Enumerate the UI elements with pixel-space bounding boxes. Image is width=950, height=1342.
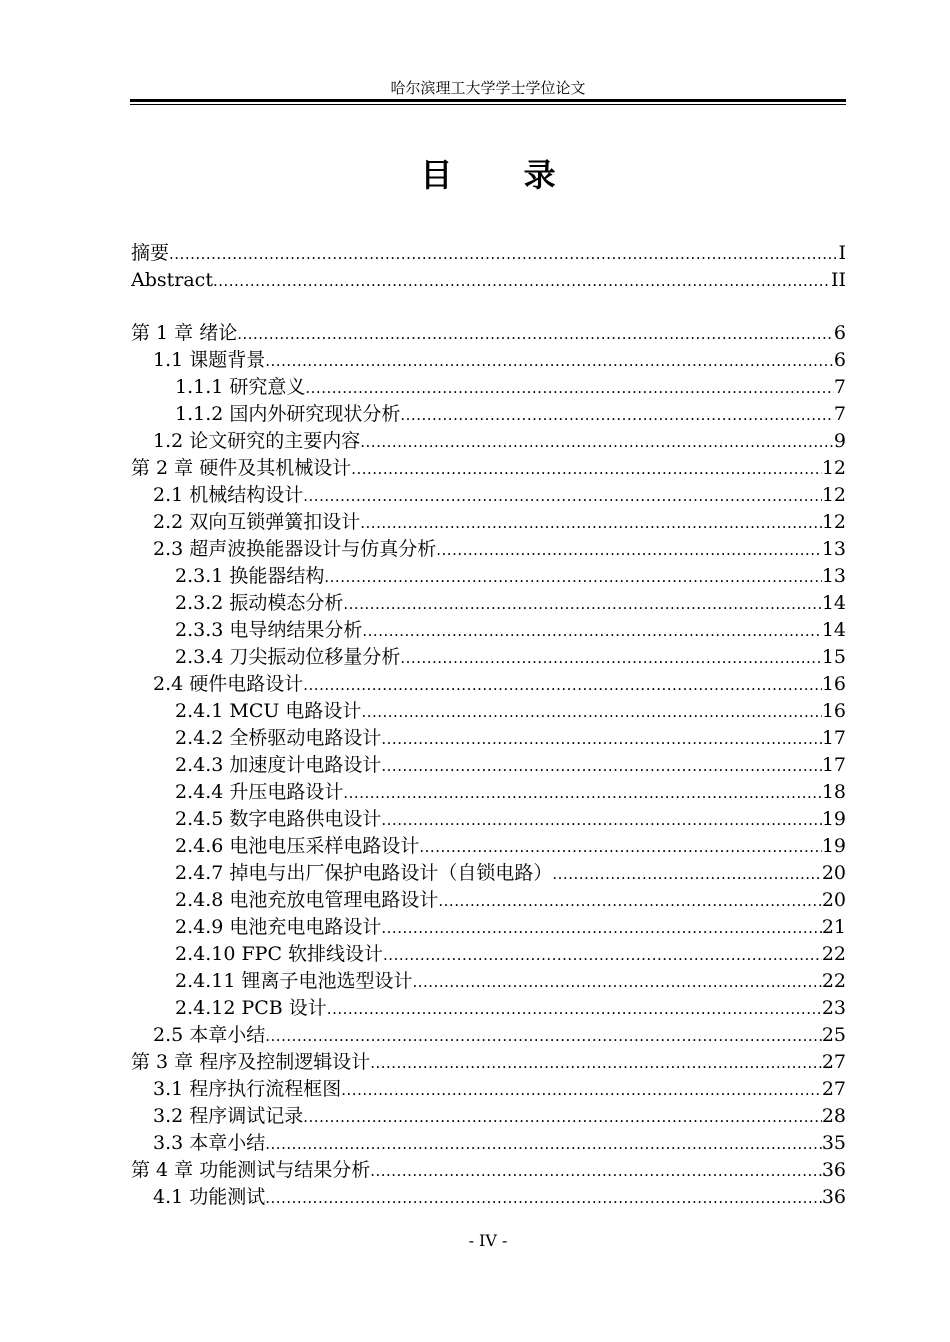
toc-entry-page: 19 [821,808,846,830]
toc-entry-page: 17 [821,727,846,749]
toc-dot-leader [265,1185,822,1211]
toc-entry[interactable] [131,887,846,914]
toc-entry[interactable] [131,240,846,267]
toc-entry[interactable] [131,725,846,752]
toc-entry[interactable] [131,968,846,995]
toc-entry[interactable] [131,779,846,806]
toc-entry-page: II [830,269,846,291]
toc-entry[interactable] [131,617,846,644]
toc-entry-label: 2.3.3 电导纳结果分析 [175,619,363,641]
toc-dot-leader [265,1023,822,1049]
toc-entry-page: 35 [821,1132,846,1154]
toc-entry-label: 2.4.2 全桥驱动电路设计 [175,727,382,749]
toc-entry[interactable] [131,1022,846,1049]
toc-entry-page: 19 [821,835,846,857]
toc-entry-label: 3.2 程序调试记录 [153,1105,304,1127]
toc-entry[interactable] [131,698,846,725]
toc-dot-leader [360,510,822,536]
toc-entry[interactable] [131,320,846,347]
toc-entry[interactable] [131,428,846,455]
toc-dot-leader [383,942,822,968]
toc-entry[interactable] [131,752,846,779]
toc-dot-leader [381,753,821,779]
toc-entry-page: 16 [821,673,846,695]
toc-entry-page: 14 [821,592,846,614]
toc-entry-label: 4.1 功能测试 [153,1186,266,1208]
toc-dot-leader [400,645,821,671]
toc-entry-label: 2.4.11 锂离子电池选型设计 [175,970,413,992]
page-header: 哈尔滨理工大学学士学位论文 [390,79,586,97]
toc-gap [131,294,846,320]
toc-entry[interactable] [131,1076,846,1103]
toc-dot-leader [419,834,821,860]
toc-dot-leader [265,348,834,374]
toc-entry-page: 13 [821,538,846,560]
toc-entry-label: 2.4.7 掉电与出厂保护电路设计（自锁电路） [175,862,553,884]
toc-entry-label: 2.4.12 PCB 设计 [175,997,327,1019]
toc-dot-leader [381,915,821,941]
toc-entry-page: 16 [821,700,846,722]
toc-dot-leader [213,268,831,294]
toc-entry-label: 摘要 [131,242,170,264]
toc-entry[interactable] [131,1049,846,1076]
toc-entry-page: 20 [821,862,846,884]
toc-entry-page: 18 [821,781,846,803]
toc-entry[interactable] [131,563,846,590]
toc-entry-page: 36 [821,1159,846,1181]
toc-entry[interactable] [131,1157,846,1184]
toc-entry-label: 2.3.2 振动模态分析 [175,592,344,614]
toc-dot-leader [400,402,834,428]
toc-entry-page: 21 [821,916,846,938]
toc-entry-page: 22 [821,943,846,965]
toc-entry-label: 3.1 程序执行流程框图 [153,1078,342,1100]
toc-entry-label: 2.3 超声波换能器设计与仿真分析 [153,538,437,560]
toc-entry-label: 2.3.4 刀尖振动位移量分析 [175,646,401,668]
toc-entry[interactable] [131,455,846,482]
toc-entry[interactable] [131,860,846,887]
toc-entry-label: 2.3.1 换能器结构 [175,565,325,587]
toc-dot-leader [327,996,822,1022]
toc-entry-page: 7 [833,403,846,425]
toc-dot-leader [343,780,821,806]
toc-dot-leader [552,861,821,887]
toc-dot-leader [436,537,822,563]
toc-dot-leader [265,1131,822,1157]
toc-entry[interactable] [131,833,846,860]
toc-entry-label: 2.4.4 升压电路设计 [175,781,344,803]
page-number: - IV - [468,1231,508,1250]
toc-dot-leader [351,456,822,482]
toc-dot-leader [169,241,838,267]
toc-entry-page: 22 [821,970,846,992]
header-rule-thick [130,99,846,102]
page-title: 目 录 [420,156,586,194]
toc-entry[interactable] [131,401,846,428]
toc-dot-leader [381,726,821,752]
toc-entry-page: 17 [821,754,846,776]
toc-entry-page: 6 [833,349,846,371]
toc-entry-page: 28 [821,1105,846,1127]
toc-entry-label: 第 2 章 硬件及其机械设计 [131,457,352,479]
toc-entry-label: 2.4.8 电池充放电管理电路设计 [175,889,439,911]
toc-entry-label: 2.4.1 MCU 电路设计 [175,700,362,722]
toc-entry[interactable] [131,806,846,833]
toc-dot-leader [438,888,821,914]
toc-dot-leader [303,672,822,698]
toc-dot-leader [343,591,821,617]
toc-entry-label: 2.5 本章小结 [153,1024,266,1046]
toc-entry[interactable] [131,374,846,401]
toc-entry[interactable] [131,671,846,698]
toc-entry-label: 第 3 章 程序及控制逻辑设计 [131,1051,371,1073]
toc-entry-page: I [838,242,846,264]
toc-dot-leader [370,1158,822,1184]
toc-entry[interactable] [131,347,846,374]
toc-entry-page: 23 [821,997,846,1019]
toc-entry-label: 第 4 章 功能测试与结果分析 [131,1159,371,1181]
toc-dot-leader [324,564,821,590]
toc-entry-page: 13 [821,565,846,587]
toc-entry-label: 2.4.10 FPC 软排线设计 [175,943,384,965]
toc-entry[interactable] [131,509,846,536]
toc-dot-leader [360,429,834,455]
toc-dot-leader [237,321,834,347]
toc-entry-page: 7 [833,376,846,398]
toc-entry-page: 27 [821,1051,846,1073]
toc-dot-leader [362,618,821,644]
toc-entry[interactable] [131,914,846,941]
toc-dot-leader [381,807,821,833]
toc-entry-label: 3.3 本章小结 [153,1132,266,1154]
toc-dot-leader [361,699,821,725]
toc-entry-page: 12 [821,457,846,479]
toc-entry[interactable] [131,1184,846,1211]
toc-entry-page: 14 [821,619,846,641]
toc-entry-page: 6 [833,322,846,344]
toc-entry-label: 2.2 双向互锁弹簧扣设计 [153,511,361,533]
toc-entry-page: 12 [821,511,846,533]
toc-entry[interactable] [131,590,846,617]
toc-entry[interactable] [131,536,846,563]
toc-entry-label: 1.2 论文研究的主要内容 [153,430,361,452]
toc-entry[interactable] [131,1130,846,1157]
toc-entry[interactable] [131,1103,846,1130]
toc-entry-page: 15 [821,646,846,668]
toc-dot-leader [305,375,834,401]
table-of-contents [131,240,846,1211]
toc-entry[interactable] [131,644,846,671]
toc-dot-leader [303,1104,822,1130]
toc-entry-label: Abstract [131,269,213,291]
toc-entry-page: 36 [821,1186,846,1208]
toc-entry-label: 1.1.2 国内外研究现状分析 [175,403,401,425]
header-rule-thin [130,104,846,105]
toc-entry-label: 2.4 硬件电路设计 [153,673,304,695]
toc-entry-page: 27 [821,1078,846,1100]
toc-dot-leader [412,969,821,995]
toc-entry-label: 2.4.5 数字电路供电设计 [175,808,382,830]
toc-entry-page: 25 [821,1024,846,1046]
toc-entry[interactable] [131,941,846,968]
toc-entry-label: 1.1.1 研究意义 [175,376,306,398]
toc-entry-label: 2.1 机械结构设计 [153,484,304,506]
toc-entry-label: 2.4.3 加速度计电路设计 [175,754,382,776]
toc-entry-label: 2.4.9 电池充电电路设计 [175,916,382,938]
toc-entry-page: 9 [833,430,846,452]
toc-dot-leader [341,1077,822,1103]
toc-dot-leader [370,1050,822,1076]
toc-entry-page: 12 [821,484,846,506]
toc-entry-label: 2.4.6 电池电压采样电路设计 [175,835,420,857]
toc-entry-page: 20 [821,889,846,911]
toc-entry[interactable] [131,482,846,509]
toc-entry[interactable] [131,267,846,294]
toc-dot-leader [303,483,822,509]
toc-entry-label: 1.1 课题背景 [153,349,266,371]
toc-entry[interactable] [131,995,846,1022]
toc-entry-label: 第 1 章 绪论 [131,322,238,344]
